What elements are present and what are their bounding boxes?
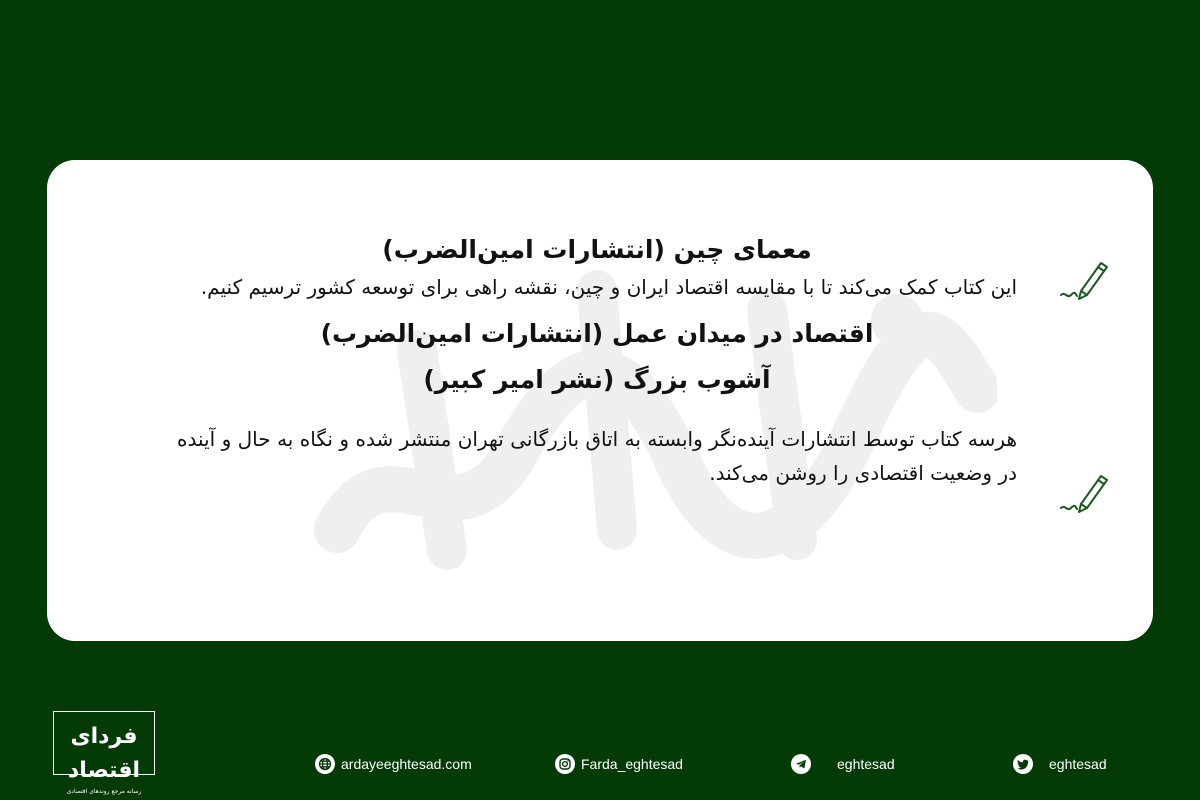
logo-text: فردای اقتصاد [67, 724, 141, 783]
book-title: اقتصاد در میدان عمل (انتشارات امین‌الضرب) [320, 319, 874, 348]
brand-logo [53, 711, 155, 795]
telegram-link[interactable] [791, 752, 895, 776]
book-list [177, 230, 1017, 490]
book-title: معمای چین (انتشارات امین‌الضرب) [382, 235, 812, 264]
twitter-label: eghtesad [1049, 756, 1107, 772]
book-title: آشوب بزرگ (نشر امیر کبیر) [423, 365, 771, 394]
instagram-label: Farda_eghtesad [581, 756, 683, 772]
website-link[interactable] [315, 752, 472, 776]
twitter-icon [1013, 754, 1033, 774]
website-label: ardayeeghtesad.com [341, 756, 472, 772]
book-description: این کتاب کمک می‌کند تا با مقایسه اقتصاد ایران و چین، نقشه راهی برای توسعه کشور ترسیم کنیم. [200, 275, 1017, 299]
instagram-link[interactable] [555, 752, 683, 776]
telegram-label: eghtesad [837, 756, 895, 772]
content-card [47, 160, 1153, 641]
twitter-link[interactable] [1013, 752, 1107, 776]
telegram-icon [791, 754, 811, 774]
books-summary: هرسه کتاب توسط انتشارات آینده‌نگر وابسته به اتاق بازرگانی تهران منتشر شده و نگاه به حال و آینده در وضعیت اقتصادی را روشن می‌کند. [177, 427, 1017, 485]
globe-icon [315, 754, 335, 774]
logo-subtext: رسانه مرجع روندهای اقتصادی [66, 788, 142, 795]
instagram-icon [555, 754, 575, 774]
pen-icon [1059, 255, 1111, 305]
pen-icon [1059, 468, 1111, 518]
